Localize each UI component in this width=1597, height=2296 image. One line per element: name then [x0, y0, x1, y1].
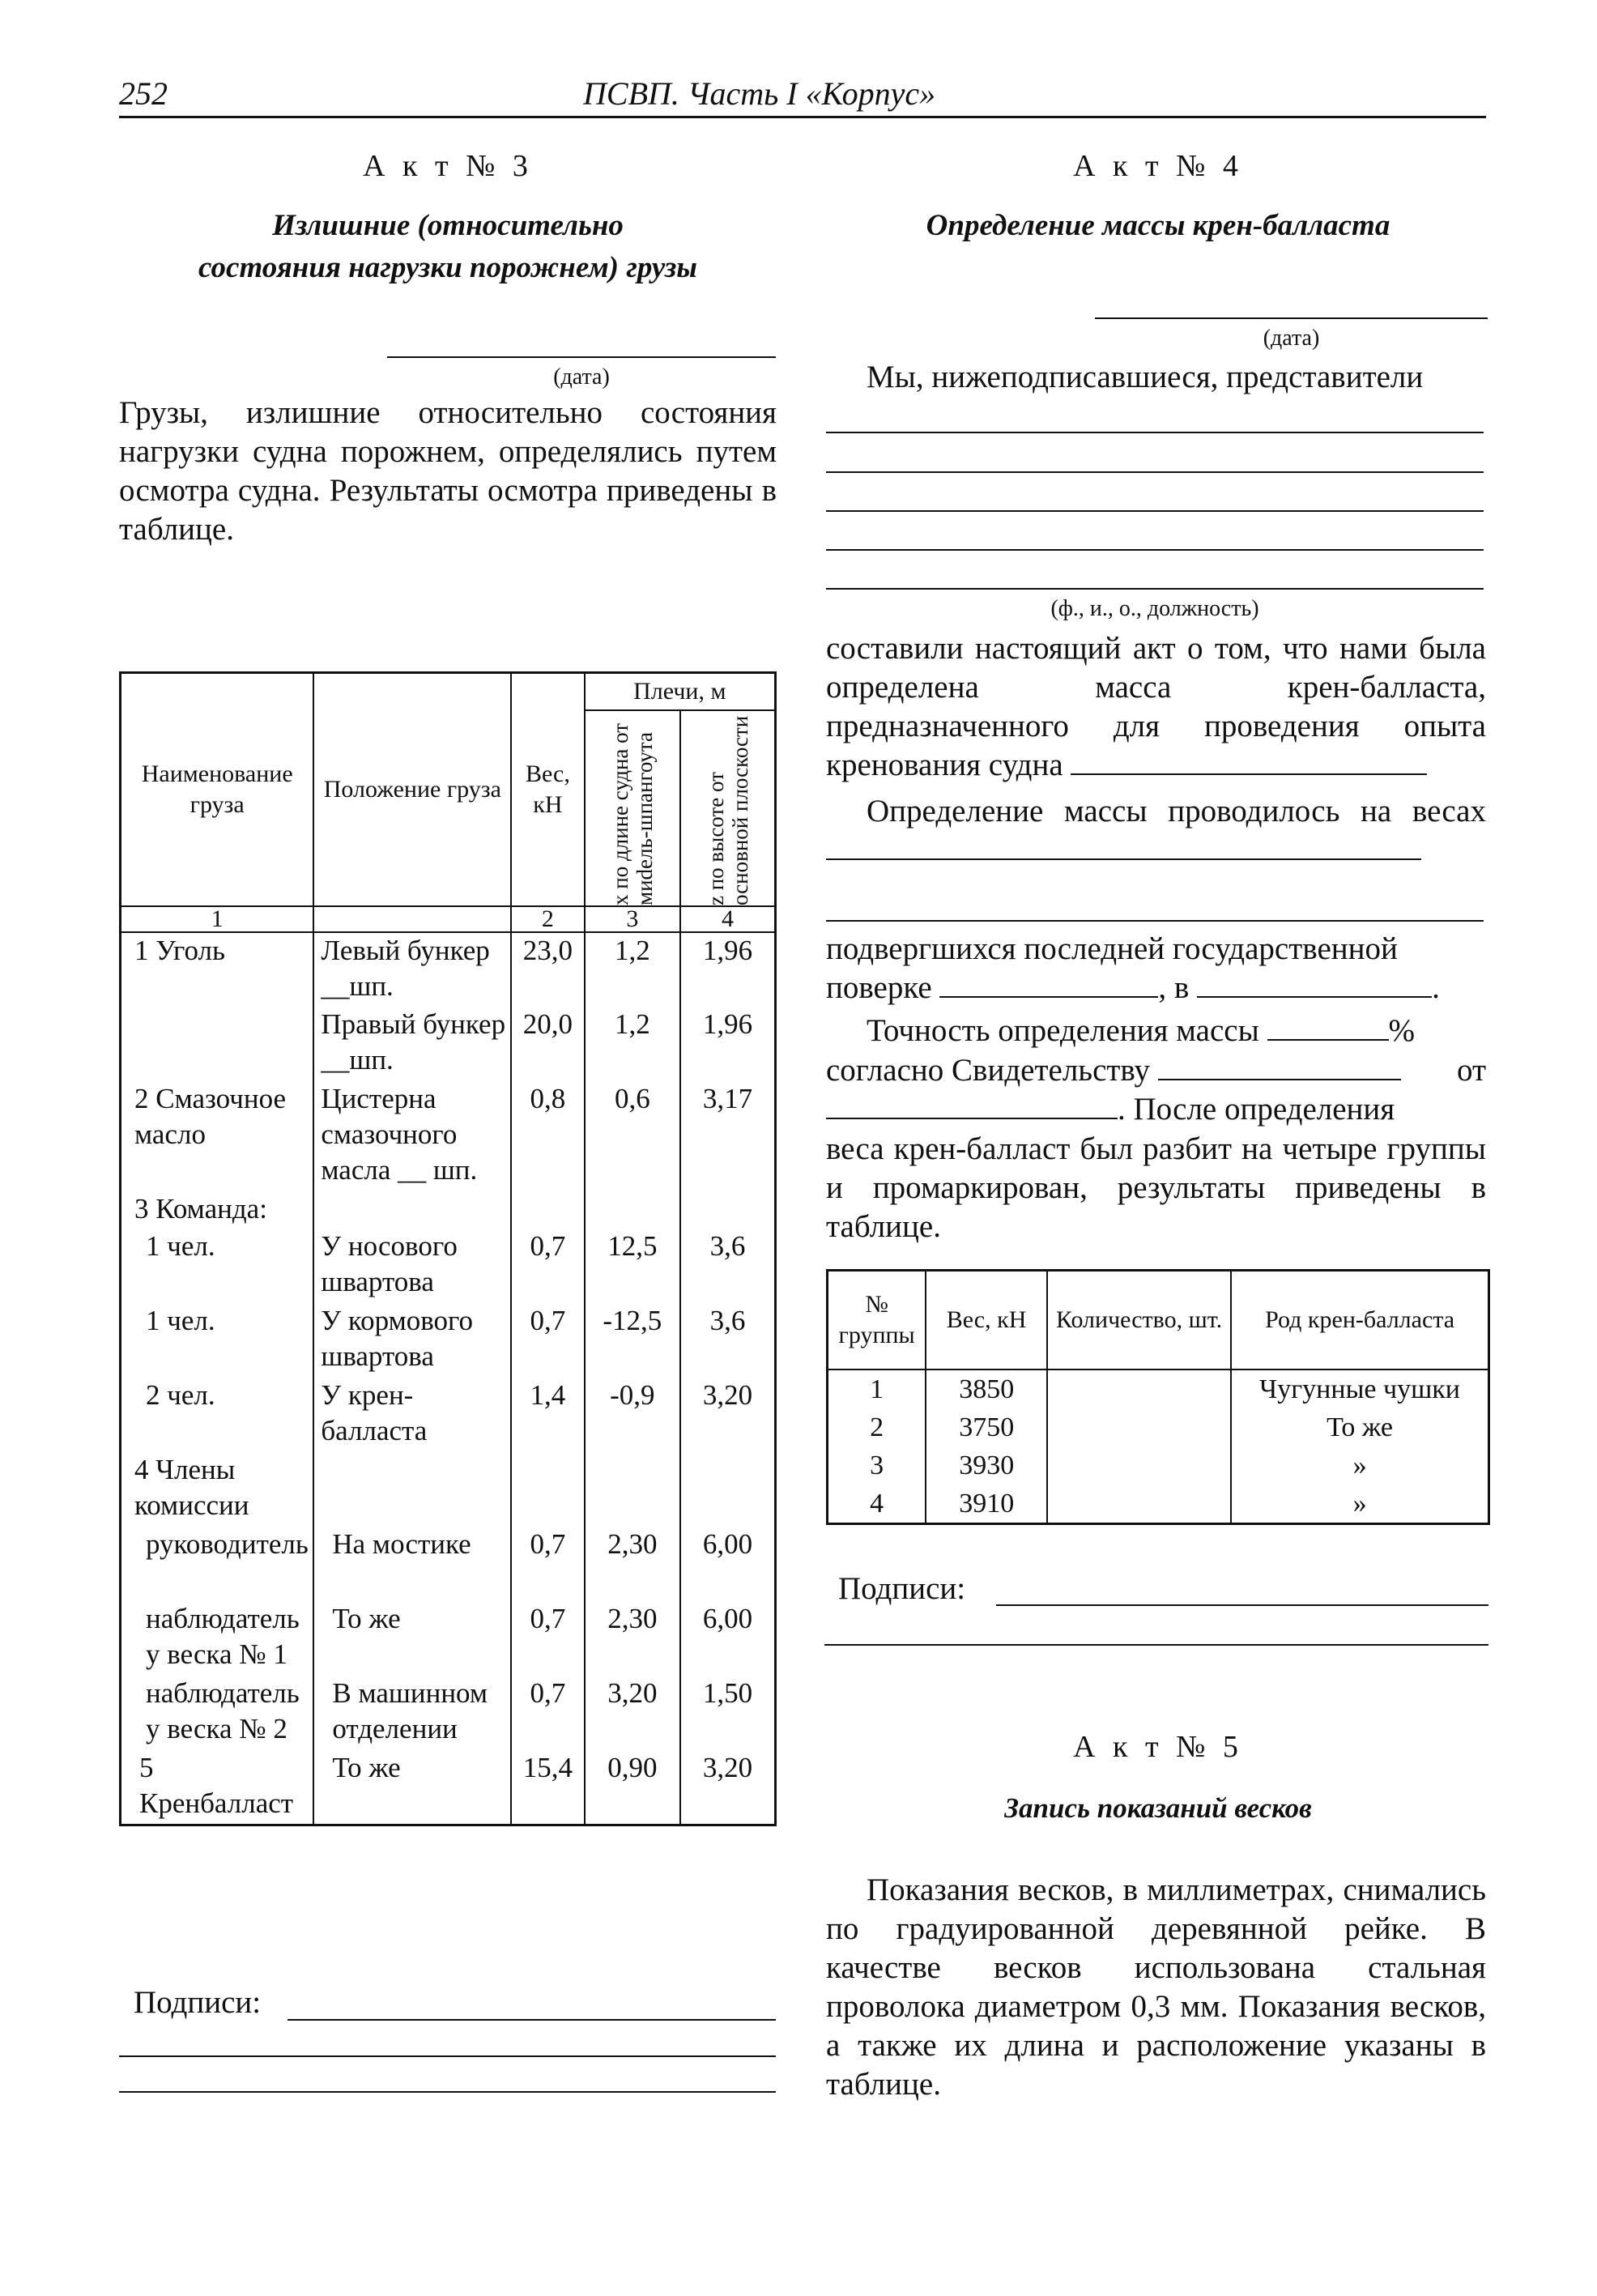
act3-title: А к т № 3: [363, 149, 533, 183]
cell-kind: »: [1231, 1485, 1488, 1524]
cell-x: 3,20: [585, 1676, 680, 1750]
cell-weight: 3930: [926, 1446, 1047, 1485]
page-number: 252: [119, 75, 168, 112]
header-group: № группы: [828, 1271, 926, 1370]
rep-line: [826, 549, 1484, 551]
act4-p3: поверке , в .: [826, 970, 1440, 1005]
act4-p3a: подвергшихся последней государственной: [826, 931, 1398, 966]
act4-p4b: %: [1388, 1013, 1416, 1048]
col-number: 2: [511, 906, 584, 932]
cell-x: 2,30: [585, 1527, 680, 1601]
cell-kind: »: [1231, 1446, 1488, 1485]
table-row: [828, 1446, 1489, 1485]
cell-name: 1 Уголь: [121, 932, 314, 1007]
act4-p4-line3: [826, 1090, 1486, 1129]
act4-p3b: поверке: [826, 970, 932, 1005]
table-row: [121, 1081, 776, 1191]
act4-signatures-label: Подписи:: [838, 1571, 966, 1606]
cell-weight: [511, 1452, 584, 1527]
table-row: [121, 1676, 776, 1750]
cell-position: Цистерна смазочного масла __ шп.: [313, 1081, 511, 1191]
act4-p4a: Точность определения массы: [867, 1013, 1259, 1048]
cell-z: [680, 1452, 775, 1527]
act3-subtitle-line-2: состояния нагрузки порожнем) грузы: [198, 251, 697, 284]
cell-z: 1,50: [680, 1676, 775, 1750]
cell-weight: [511, 1191, 584, 1229]
header-weight: Вес, кН: [511, 673, 584, 907]
cell-weight: 0,7: [511, 1303, 584, 1378]
cell-name: 5 Кренбалласт: [121, 1750, 314, 1825]
table-row: [121, 932, 776, 1007]
cell-qty: [1047, 1446, 1231, 1485]
cell-x: [585, 1452, 680, 1527]
cell-position: У носового швартова: [313, 1229, 511, 1303]
cell-name: руководитель: [121, 1527, 314, 1601]
act4-signature-line: [996, 1604, 1488, 1606]
act3-date-caption: (дата): [553, 364, 610, 390]
rep-line: [826, 588, 1484, 590]
cell-group: 1: [828, 1370, 926, 1408]
cell-qty: [1047, 1370, 1231, 1408]
cell-position: То же: [313, 1601, 511, 1676]
act3-signature-line: [119, 2055, 776, 2057]
cell-weight: 0,7: [511, 1229, 584, 1303]
cell-weight: 1,4: [511, 1378, 584, 1452]
act4-date-caption: (дата): [1263, 326, 1320, 351]
table-row: [121, 1229, 776, 1303]
table-row: [828, 1370, 1489, 1408]
act4-p4-line1: [867, 1012, 1415, 1050]
blank-line: [826, 1090, 1118, 1119]
header-z-arm: [680, 710, 775, 906]
cell-name: наблюдатель у веска № 2: [121, 1676, 314, 1750]
cell-name: [121, 1007, 314, 1081]
table-row: [121, 1007, 776, 1081]
cell-x: 12,5: [585, 1229, 680, 1303]
col-number: 4: [680, 906, 775, 932]
cell-x: 1,2: [585, 932, 680, 1007]
cell-name: 1 чел.: [121, 1303, 314, 1378]
cell-weight: 3910: [926, 1485, 1047, 1524]
cell-x: 0,90: [585, 1750, 680, 1825]
act4-p2: [826, 792, 1486, 870]
act4-title: А к т № 4: [1073, 149, 1243, 183]
table-row: [121, 1601, 776, 1676]
cell-position: В машинном отделении: [313, 1676, 511, 1750]
header-kind: Род крен-балласта: [1231, 1271, 1488, 1370]
cell-position: У крен-балласта: [313, 1378, 511, 1452]
act3-paragraph: Грузы, излишние относительно состояния нагрузки судна порожнем, определялись путем осмотра судна. Результаты осмотра приведены в таблице.: [119, 395, 777, 547]
table-row: [121, 1378, 776, 1452]
header-qty: Количество, шт.: [1047, 1271, 1231, 1370]
cell-group: 4: [828, 1485, 926, 1524]
table-row: [121, 1750, 776, 1825]
cell-x: [585, 1191, 680, 1229]
blank-line: [1158, 1051, 1401, 1080]
cell-z: 1,96: [680, 932, 775, 1007]
cell-z: 6,00: [680, 1527, 775, 1601]
cell-weight: 23,0: [511, 932, 584, 1007]
table-row: [121, 1303, 776, 1378]
act5-subtitle: Запись показаний весков: [1004, 1792, 1312, 1824]
cell-name: 4 Члены комиссии: [121, 1452, 314, 1527]
act4-date-line: [1095, 317, 1488, 319]
blank-line: [826, 831, 1421, 860]
column-number-row: [121, 906, 776, 932]
act3-date-line: [387, 356, 776, 358]
cell-qty: [1047, 1485, 1231, 1524]
act5-title: А к т № 5: [1073, 1730, 1243, 1764]
act4-p4e: . После определения: [1118, 1092, 1395, 1127]
col-number: [313, 906, 511, 932]
act5-paragraph: Показания весков, в миллиметрах, снимались по градуированной деревянной рейке. В качестве весков использована стальная проволока диаметром 0,3 мм. Показания весков, а также их длина и расположение указаны в таблице.: [826, 1872, 1486, 2102]
act3-signature-line: [287, 2019, 776, 2021]
running-title: ПСВП. Часть I «Корпус»: [583, 75, 936, 112]
cell-x: 1,2: [585, 1007, 680, 1081]
cell-x: 0,6: [585, 1081, 680, 1191]
cell-name: 1 чел.: [121, 1229, 314, 1303]
cell-name: 3 Команда:: [121, 1191, 314, 1229]
table-header-row: [828, 1271, 1489, 1370]
col-number: 1: [121, 906, 314, 932]
cell-kind: Чугунные чушки: [1231, 1370, 1488, 1408]
cell-z: 3,20: [680, 1750, 775, 1825]
act3-signature-line: [119, 2091, 776, 2093]
cell-weight: 3850: [926, 1370, 1047, 1408]
act4-p4-line2: [826, 1051, 1486, 1090]
cell-weight: 0,7: [511, 1676, 584, 1750]
cell-z: 3,6: [680, 1303, 775, 1378]
act4-p3c: , в: [1158, 970, 1190, 1005]
act4-p4d: от: [1456, 1053, 1486, 1088]
act4-p1-text: составили настоящий акт о том, что нами была определена масса крен-балласта, предназначенного для проведения опыта кренования судна: [826, 631, 1486, 782]
header-arms: Плечи, м: [585, 673, 776, 711]
cell-x: -12,5: [585, 1303, 680, 1378]
cell-position: У кормового швартова: [313, 1303, 511, 1378]
act4-subtitle: Определение массы крен-балласта: [926, 209, 1390, 242]
cell-weight: 20,0: [511, 1007, 584, 1081]
cell-z: 6,00: [680, 1601, 775, 1676]
cell-name: 2 чел.: [121, 1378, 314, 1452]
cell-name: 2 Смазочное масло: [121, 1081, 314, 1191]
blank-line: [1267, 1012, 1389, 1041]
table-row: [121, 1191, 776, 1229]
col-number: 3: [585, 906, 680, 932]
act4-p1: [826, 629, 1486, 785]
cell-z: 3,17: [680, 1081, 775, 1191]
cell-x: 2,30: [585, 1601, 680, 1676]
rep-line: [826, 510, 1484, 512]
table-row: [121, 1527, 776, 1601]
act4-intro: Мы, нижеподписавшиеся, представители: [867, 360, 1424, 394]
cell-position: [313, 1452, 511, 1527]
header-x-arm-text: x по длине судна от миdель-шпангоута: [607, 722, 657, 905]
table-header-row: [121, 673, 776, 711]
cell-z: [680, 1191, 775, 1229]
blank-line: [826, 920, 1484, 922]
act3-subtitle-line-1: Излишние (относительно: [272, 209, 624, 242]
cell-kind: То же: [1231, 1408, 1488, 1446]
act3-cargo-table: [119, 671, 777, 1826]
header-weight: Вес, кН: [926, 1271, 1047, 1370]
cell-weight: 15,4: [511, 1750, 584, 1825]
cell-weight: 3750: [926, 1408, 1047, 1446]
cell-group: 3: [828, 1446, 926, 1485]
cell-weight: 0,7: [511, 1601, 584, 1676]
cell-qty: [1047, 1408, 1231, 1446]
cell-position: То же: [313, 1750, 511, 1825]
cell-position: Левый бункер __шп.: [313, 932, 511, 1007]
cell-weight: 0,8: [511, 1081, 584, 1191]
cell-position: На мостике: [313, 1527, 511, 1601]
table-row: [828, 1485, 1489, 1524]
cell-weight: 0,7: [511, 1527, 584, 1601]
rep-line: [826, 471, 1484, 473]
act4-p4f: веса крен-балласт был разбит на четыре группы и промаркирован, результаты приведены в таблице.: [826, 1131, 1486, 1244]
blank-line: [1071, 746, 1427, 775]
header-x-arm: [585, 710, 680, 906]
rep-line: [826, 432, 1484, 433]
blank-line: [939, 969, 1158, 998]
cell-z: 3,6: [680, 1229, 775, 1303]
act3-signatures-label: Подписи:: [134, 1985, 262, 2020]
act4-signature-line: [824, 1644, 1488, 1646]
header-name: Наименование груза: [121, 673, 314, 907]
cell-position: [313, 1191, 511, 1229]
act4-p2-text: Определение массы проводилось на весах: [867, 794, 1486, 829]
act4-names-caption: (ф., и., о., должность): [1050, 596, 1259, 621]
cell-x: -0,9: [585, 1378, 680, 1452]
header-position: Положение груза: [313, 673, 511, 907]
cell-z: 3,20: [680, 1378, 775, 1452]
header-rule: [119, 116, 1486, 118]
act4-ballast-table: [826, 1269, 1490, 1525]
cell-position: Правый бункер __шп.: [313, 1007, 511, 1081]
table-row: [121, 1452, 776, 1527]
table-row: [828, 1408, 1489, 1446]
blank-line: [1197, 969, 1432, 998]
header-z-arm-text: z по высоте от основной плоскости: [703, 715, 752, 905]
act3-subtitle: [119, 205, 777, 289]
cell-group: 2: [828, 1408, 926, 1446]
act4-p4c: согласно Свидетельству: [826, 1053, 1151, 1088]
cell-z: 1,96: [680, 1007, 775, 1081]
cell-name: наблюдатель у веска № 1: [121, 1601, 314, 1676]
